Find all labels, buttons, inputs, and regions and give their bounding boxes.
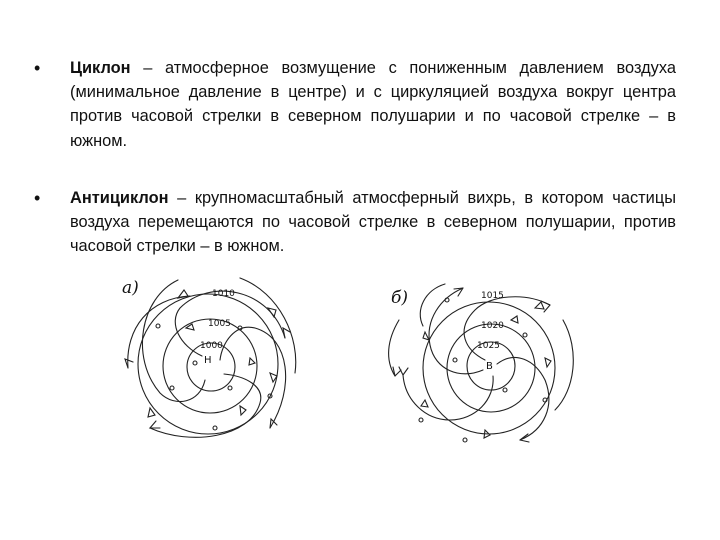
station-marker [170,386,174,390]
wind-flag [240,406,246,415]
station-marker [503,388,507,392]
figure-label-a: а) [122,278,139,298]
station-marker [463,438,467,442]
anticyclone-text: – крупномасштабный атмосферный вихрь, в котором частицы воздуха перемещаются по часовой стрелке в северном полушарии, против часовой стрелки – в южном. [70,189,676,256]
isobar-label: 1020 [481,321,504,331]
anticyclone-diagram [385,280,585,456]
station-marker [453,358,457,362]
isobar-label: 1010 [212,289,235,299]
low-pressure-center: Н [204,355,212,366]
isobar-middle [163,319,257,413]
streamline [403,375,493,420]
wind-flag [421,400,428,407]
streamline [420,284,445,326]
isobar-label: 1000 [200,341,223,351]
streamline [240,278,296,373]
figure-label-b: б) [391,288,409,308]
streamline [429,288,483,374]
cyclone-text: – атмосферное возмущение с пониженным давлением воздуха (минимальное давление в центре) и с циркуляцией воздуха вокруг центра против часовой стрелки в северном полушарии и по часовой стрелке – в южном. [70,59,676,150]
term-cyclone: Циклон [70,59,131,77]
arrowhead [150,421,160,428]
anticyclone-diagram-svg [385,280,585,456]
wind-flag [268,308,276,317]
bullet-marker: • [34,58,41,78]
station-marker [193,361,197,365]
station-marker [523,333,527,337]
arrowhead [125,359,133,368]
wind-flag [423,332,429,340]
term-anticyclone: Антициклон [70,189,169,207]
isobar-label: 1005 [208,319,231,329]
cyclone-diagram [120,268,310,448]
bullet-marker: • [34,188,41,208]
wind-flag [148,408,155,417]
isobar-label: 1015 [481,291,504,301]
streamline [555,320,573,410]
wind-flag [535,302,544,309]
wind-flag [249,358,255,365]
isobar-label: 1025 [477,341,500,351]
bullet-item-cyclone [34,56,676,153]
station-marker [419,418,423,422]
streamline [389,320,399,376]
wind-flag [511,316,518,323]
station-marker [228,386,232,390]
station-marker [213,426,217,430]
wind-flag [545,358,551,367]
high-pressure-center: В [486,361,493,372]
wind-flag [178,290,188,298]
cyclone-definition [70,56,676,153]
station-marker [156,324,160,328]
anticyclone-definition [70,186,676,259]
bullet-item-anticyclone [34,186,676,259]
